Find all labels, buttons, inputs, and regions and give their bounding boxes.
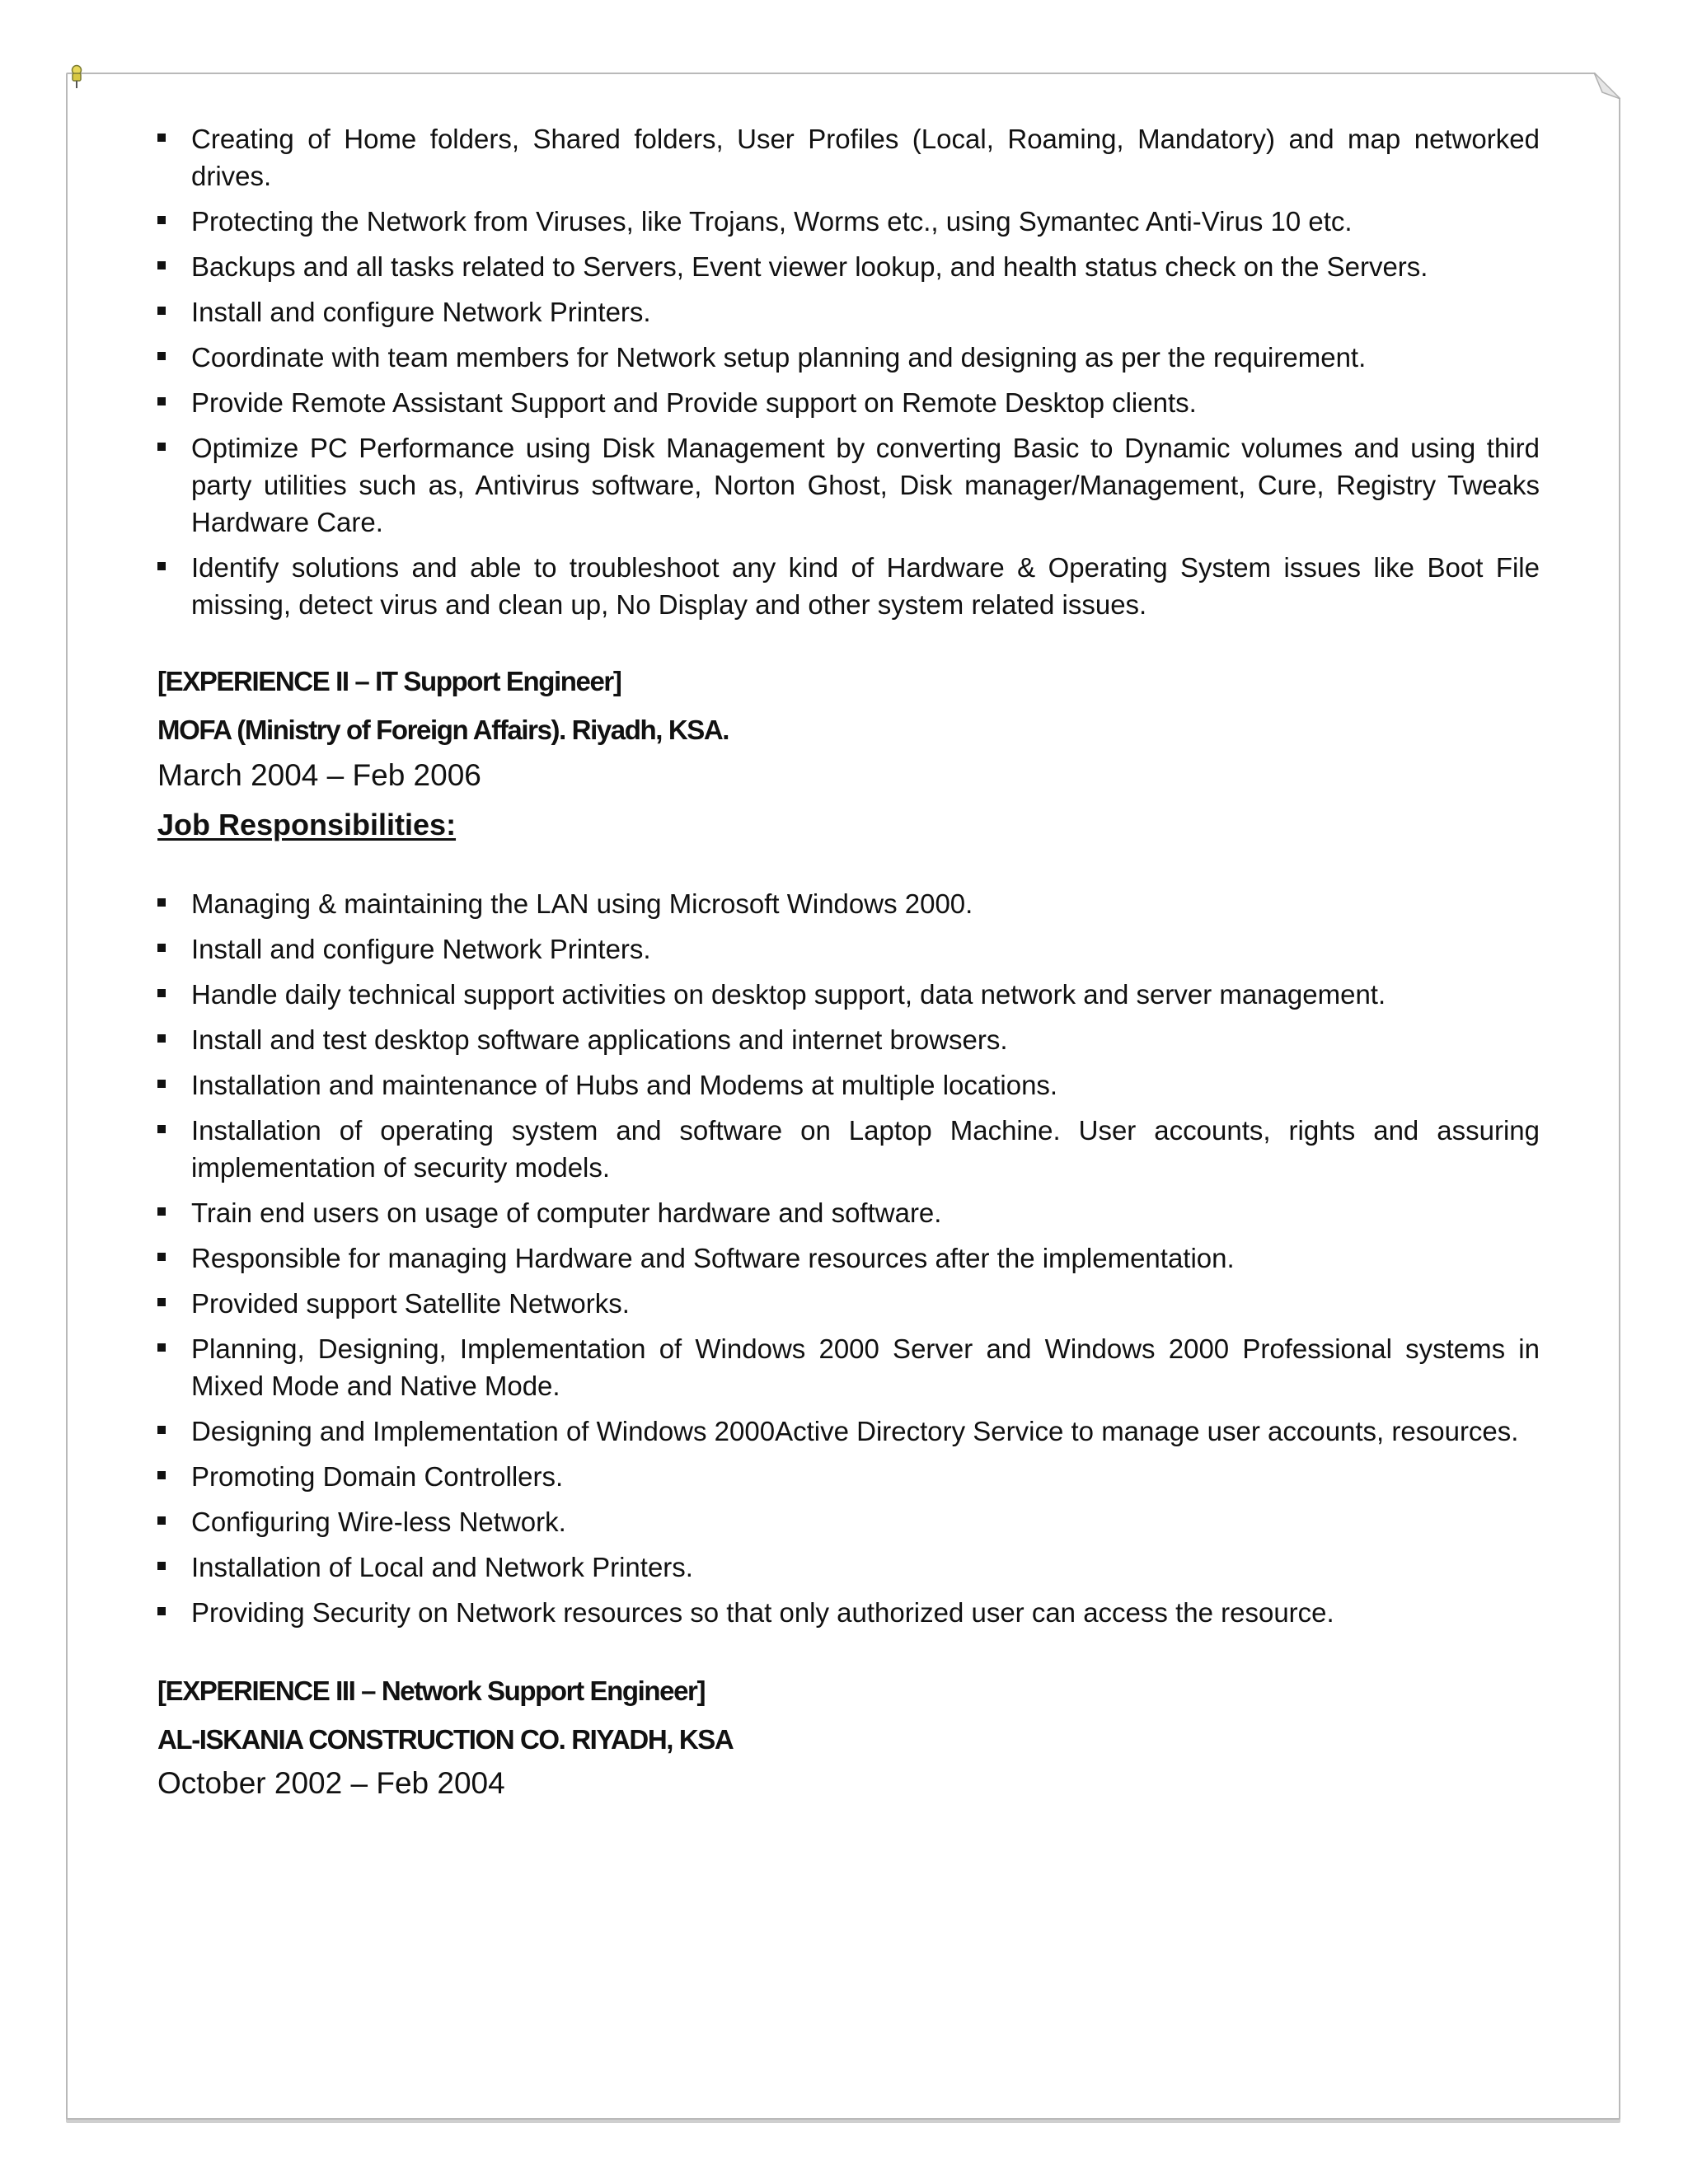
list-item-text: Installation of operating system and software on Laptop Machine. User accounts, rights and assuring implementation of security models. [191,1115,1540,1183]
experience-three-dates: October 2002 – Feb 2004 [157,1766,505,1800]
page-curl-icon [1594,73,1620,99]
list-item-text: Configuring Wire-less Network. [191,1507,566,1537]
pushpin-icon [68,64,86,89]
list-item-text: Creating of Home folders, Shared folders, User Profiles (Local, Roaming, Mandatory) and map networked drives. [191,124,1540,191]
list-item-text: Identify solutions and able to troubleshoot any kind of Hardware & Operating System issues like Boot File missing, detect virus and clean up, No Display and other system related issues. [191,552,1540,620]
list-item-text: Backups and all tasks related to Servers, Event viewer lookup, and health status check on the Servers. [191,251,1428,282]
square-bullet-icon [157,562,166,570]
list-item [157,1066,1540,1104]
square-bullet-icon [157,352,166,360]
square-bullet-icon [157,1034,166,1043]
section-one-bullet-list [157,120,1540,623]
square-bullet-icon [157,261,166,269]
square-bullet-icon [157,1298,166,1306]
list-item-text: Promoting Domain Controllers. [191,1461,564,1492]
list-item-text: Designing and Implementation of Windows 2000Active Directory Service to manage user accounts, resources. [191,1416,1519,1446]
list-item [157,549,1540,623]
list-item [157,293,1540,330]
experience-two-title: [EXPERIENCE II – IT Support Engineer] [157,666,621,696]
square-bullet-icon [157,1426,166,1434]
list-item-text: Install and configure Network Printers. [191,297,651,327]
list-item [157,1021,1540,1058]
list-item-text: Install and configure Network Printers. [191,934,651,964]
square-bullet-icon [157,134,166,142]
list-item [157,429,1540,541]
list-item-text: Coordinate with team members for Network setup planning and designing as per the requirement. [191,342,1367,373]
square-bullet-icon [157,1516,166,1525]
list-item-text: Provide Remote Assistant Support and Provide support on Remote Desktop clients. [191,387,1197,418]
list-item [157,1503,1540,1540]
square-bullet-icon [157,397,166,405]
list-item [157,885,1540,922]
experience-two-company: MOFA (Ministry of Foreign Affairs). Riyadh, KSA. [157,715,729,745]
list-item [157,1194,1540,1231]
square-bullet-icon [157,1080,166,1088]
square-bullet-icon [157,307,166,315]
list-item [157,1240,1540,1277]
square-bullet-icon [157,1471,166,1479]
list-item-text: Installation and maintenance of Hubs and Modems at multiple locations. [191,1070,1058,1100]
list-item [157,976,1540,1013]
list-item-text: Handle daily technical support activities on desktop support, data network and server management. [191,979,1386,1010]
square-bullet-icon [157,1207,166,1216]
list-item-text: Planning, Designing, Implementation of Windows 2000 Server and Windows 2000 Professional systems in Mixed Mode and Native Mode. [191,1333,1540,1401]
list-item [157,1458,1540,1495]
list-item [157,1413,1540,1450]
list-item [157,1594,1540,1631]
list-item [157,1285,1540,1322]
list-item-text: Managing & maintaining the LAN using Microsoft Windows 2000. [191,888,973,919]
resume-content [157,120,1540,1804]
list-item-text: Install and test desktop software applications and internet browsers. [191,1024,1008,1055]
square-bullet-icon [157,898,166,907]
list-item [157,1330,1540,1404]
list-item-text: Responsible for managing Hardware and Software resources after the implementation. [191,1243,1235,1273]
experience-two-section [157,663,1540,1631]
list-item-text: Provided support Satellite Networks. [191,1288,630,1319]
experience-three-company: AL-ISKANIA CONSTRUCTION CO. RIYADH, KSA [157,1724,734,1755]
square-bullet-icon [157,1253,166,1261]
job-responsibilities-heading: Job Responsibilities: [157,808,457,841]
list-item [157,930,1540,968]
list-item [157,1112,1540,1186]
experience-two-dates: March 2004 – Feb 2006 [157,758,481,792]
experience-three-section [157,1672,1540,1804]
square-bullet-icon [157,1607,166,1615]
square-bullet-icon [157,1125,166,1133]
list-item-text: Installation of Local and Network Printers. [191,1552,693,1582]
experience-two-bullet-list [157,885,1540,1631]
square-bullet-icon [157,989,166,997]
list-item [157,248,1540,285]
list-item-text: Train end users on usage of computer hardware and software. [191,1197,942,1228]
square-bullet-icon [157,443,166,451]
experience-three-title: [EXPERIENCE III – Network Support Engineer] [157,1675,706,1706]
list-item [157,1549,1540,1586]
square-bullet-icon [157,216,166,224]
list-item-text: Providing Security on Network resources so that only authorized user can access the resource. [191,1597,1334,1628]
square-bullet-icon [157,944,166,952]
list-item [157,339,1540,376]
list-item [157,384,1540,421]
list-item-text: Protecting the Network from Viruses, like Trojans, Worms etc., using Symantec Anti-Virus 10 etc. [191,206,1353,237]
list-item [157,120,1540,194]
list-item-text: Optimize PC Performance using Disk Management by converting Basic to Dynamic volumes and using third party utilities such as, Antivirus software, Norton Ghost, Disk manager/Management, Cure, Registry Tweaks Hardware Care. [191,433,1540,537]
list-item [157,203,1540,240]
square-bullet-icon [157,1343,166,1352]
square-bullet-icon [157,1562,166,1570]
